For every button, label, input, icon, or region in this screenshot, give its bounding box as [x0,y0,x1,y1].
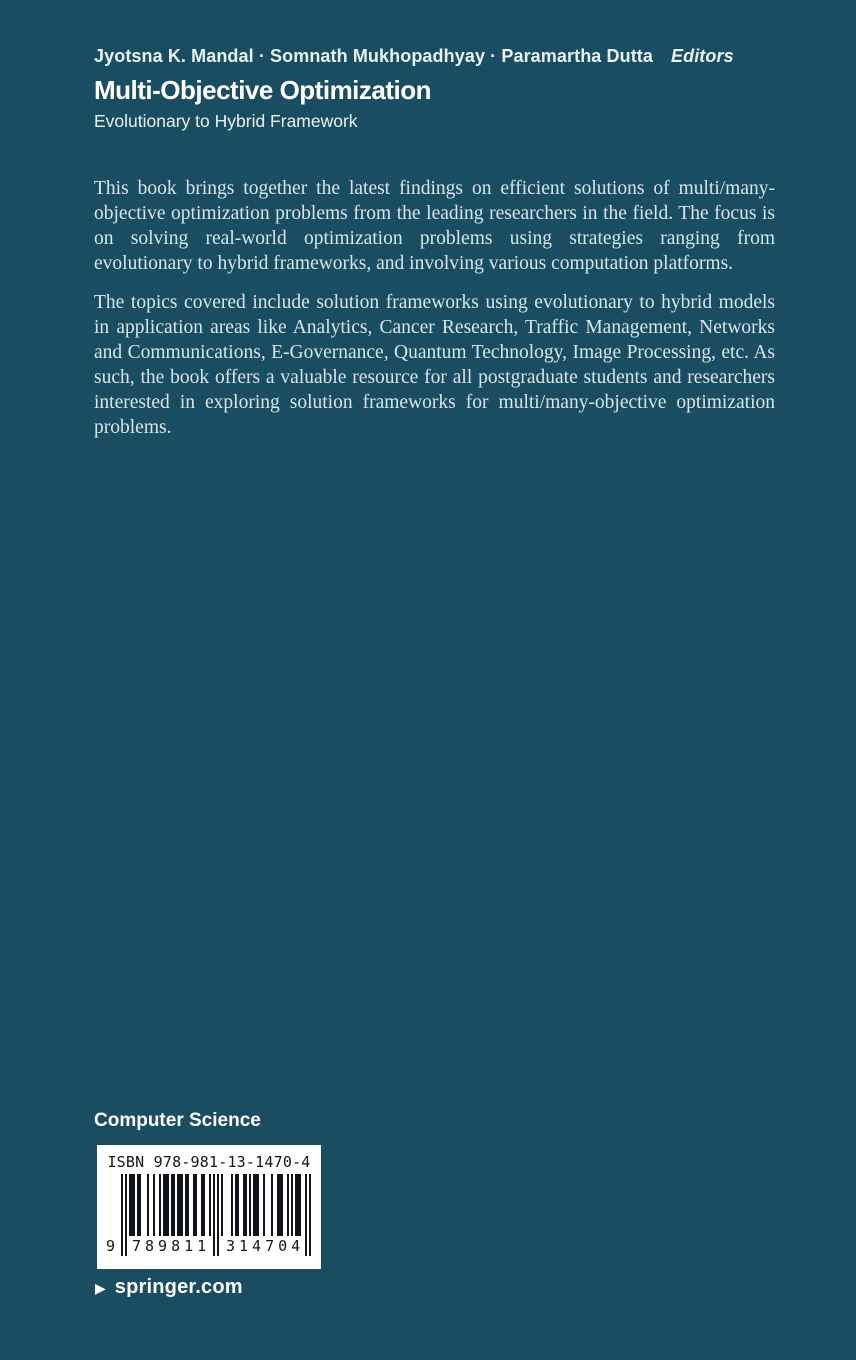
editors-label: Editors [671,46,734,66]
book-title: Multi-Objective Optimization [94,75,432,105]
blurb-paragraph-1: This book brings together the latest findings on efficient solutions of multi/many-objective optimization problems from the leading researchers in the field. The focus is on solving real-world optimization problems using strategies ranging from evolutionary to hybrid frameworks, and involving various computation platforms. [94,178,775,274]
publisher-url: springer.com [114,1276,243,1298]
barcode-digit-first: 9 [106,1237,116,1255]
authors-line [94,46,786,67]
header-block [94,46,786,132]
isbn-barcode-box [97,1145,321,1269]
ean13-barcode [106,1174,311,1256]
category-label: Computer Science [94,1110,261,1131]
arrow-right-icon: ▶ [95,1279,106,1296]
isbn-label: ISBN 978-981-13-1470-4 [107,1153,311,1171]
publisher-link-row [95,1276,243,1299]
barcode-digits-left: 789811 [132,1237,211,1255]
authors-names: Jyotsna K. Mandal · Somnath Mukhopadhyay · Paramartha Dutta [94,46,653,66]
book-subtitle: Evolutionary to Hybrid Framework [94,111,358,132]
barcode-digits-right: 314704 [226,1237,305,1255]
back-cover-blurb [94,176,775,440]
blurb-paragraph-2: The topics covered include solution frameworks using evolutionary to hybrid models in application areas like Analytics, Cancer Research, Traffic Management, Networks and Communications, E-Governance, Quantum Technology, Image Processing, etc. As such, the book offers a valuable resource for all postgraduate students and researchers interested in exploring solution frameworks for multi/many-objective optimization problems. [94,292,775,438]
barcode-module [309,1174,311,1256]
